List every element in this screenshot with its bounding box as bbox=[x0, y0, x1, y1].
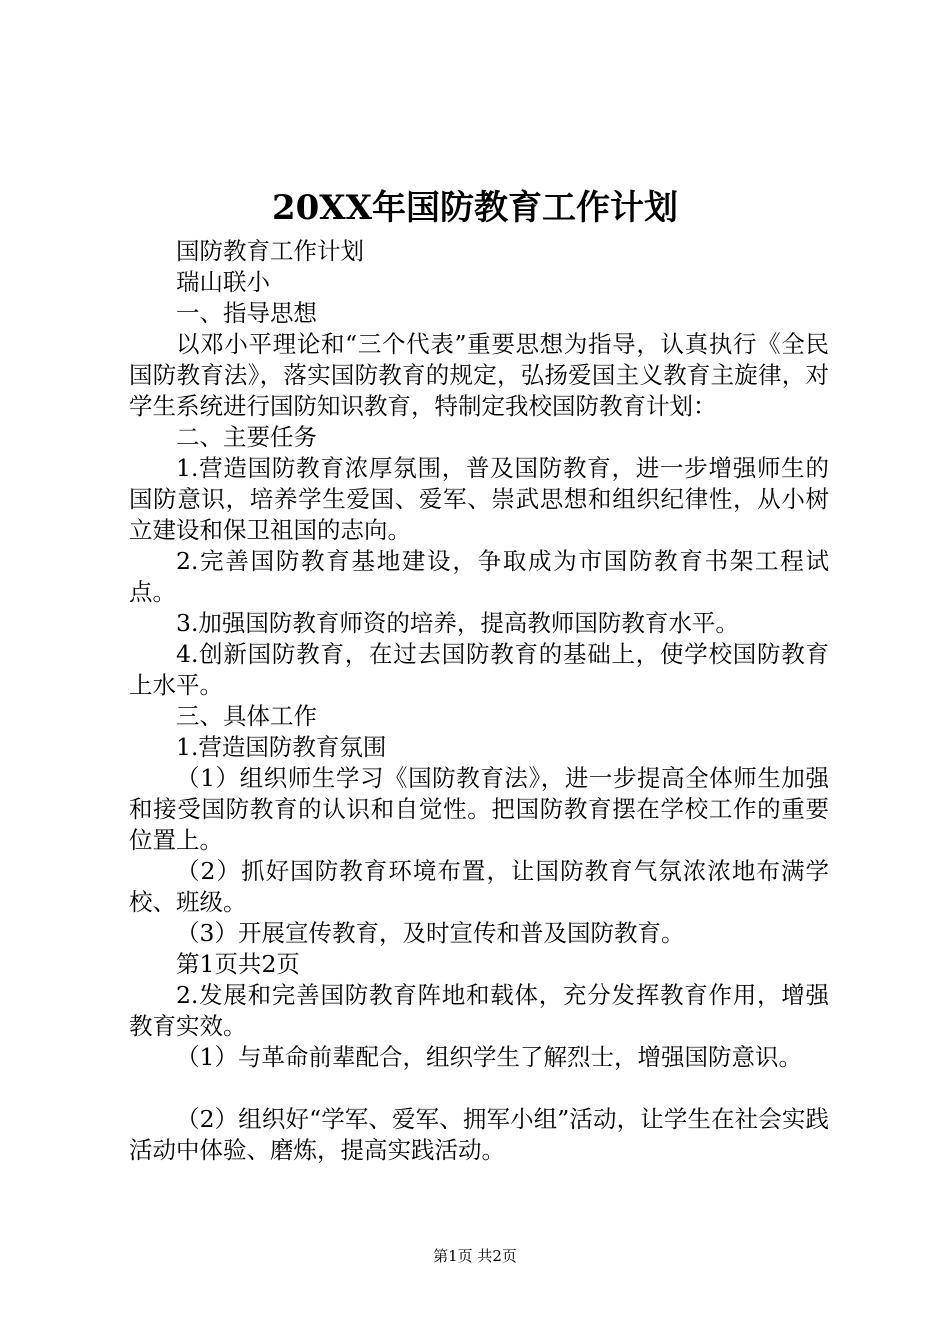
paragraph: （1）与革命前辈配合，组织学生了解烈士，增强国防意识。 bbox=[176, 1043, 802, 1071]
paragraph: （3）开展宣传教育，及时宣传和普及国防教育。 bbox=[176, 919, 685, 947]
inline-page-marker: 第1页共2页 bbox=[176, 950, 300, 978]
paragraph: 2.发展和完善国防教育阵地和载体，充分发挥教育作用，增强教育实效。 bbox=[129, 981, 829, 1040]
section-heading-2: 二、主要任务 bbox=[176, 423, 317, 451]
paragraph: （1）组织师生学习《国防教育法》，进一步提高全体师生加强和接受国防教育的认识和自觉性。把国防教育摆在学校工作的重要位置上。 bbox=[129, 764, 829, 854]
paragraph-subtitle: 国防教育工作计划 bbox=[176, 237, 364, 265]
paragraph-school: 瑞山联小 bbox=[176, 268, 270, 296]
paragraph: 1.营造国防教育浓厚氛围，普及国防教育，进一步增强师生的国防意识，培养学生爱国、爱军、崇武思想和组织纪律性，从小树立建设和保卫祖国的志向。 bbox=[129, 454, 829, 544]
section-heading-3: 三、具体工作 bbox=[176, 702, 317, 730]
document-body bbox=[129, 236, 829, 1166]
paragraph: 2.完善国防教育基地建设，争取成为市国防教育书架工程试点。 bbox=[129, 547, 829, 606]
page-footer: 第1页 共2页 bbox=[433, 1247, 517, 1265]
paragraph: 以邓小平理论和“三个代表”重要思想为指导，认真执行《全民国防教育法》，落实国防教育的规定，弘扬爱国主义教育主旋律，对学生系统进行国防知识教育，特制定我校国防教育计划： bbox=[129, 330, 829, 420]
document-title: 20XX年国防教育工作计划 bbox=[271, 188, 679, 228]
paragraph: 1.营造国防教育氛围 bbox=[176, 733, 387, 761]
section-heading-1: 一、指导思想 bbox=[176, 299, 317, 327]
paragraph: （2）组织好“学军、爱军、拥军小组”活动，让学生在社会实践活动中体验、磨炼，提高实践活动。 bbox=[129, 1105, 829, 1164]
paragraph: （2）抓好国防教育环境布置，让国防教育气氛浓浓地布满学校、班级。 bbox=[129, 857, 829, 916]
paragraph: 3.加强国防教育师资的培养，提高教师国防教育水平。 bbox=[176, 609, 739, 637]
paragraph: 4.创新国防教育，在过去国防教育的基础上，使学校国防教育上水平。 bbox=[129, 640, 829, 699]
